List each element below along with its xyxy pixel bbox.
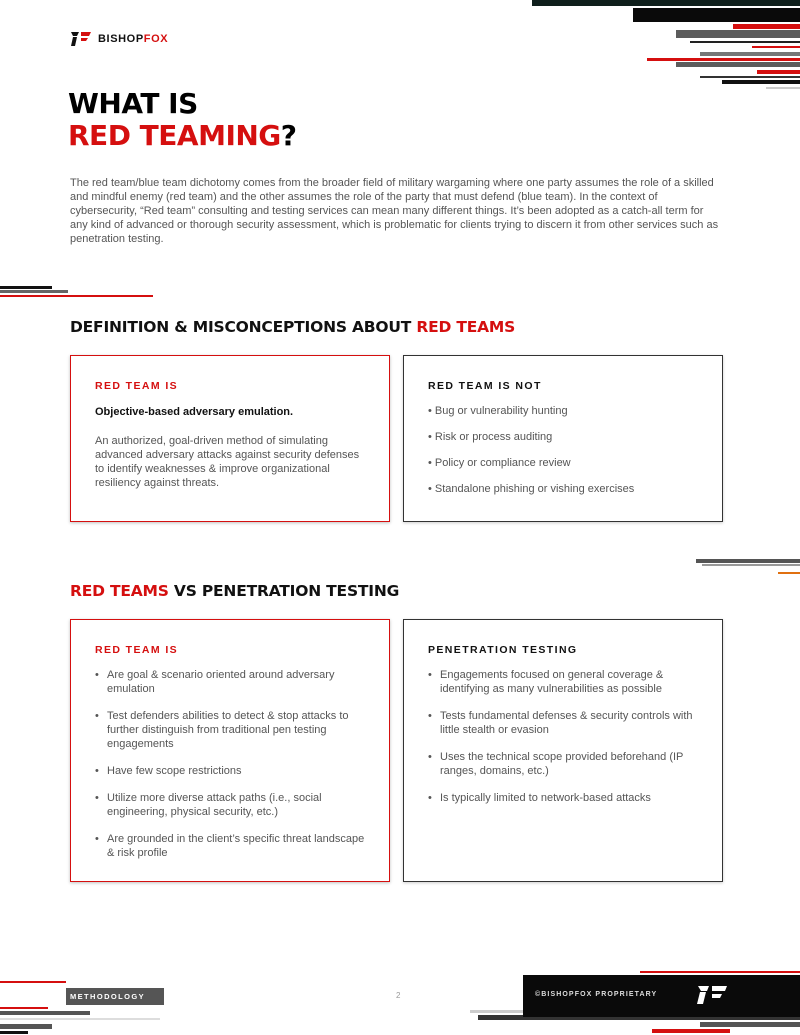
list-item: • Risk or process auditing [428,431,553,443]
list-item: • Tests fundamental defenses & security controls with little stealth or evasion [428,709,698,737]
card-title: RED TEAM IS NOT [428,380,542,392]
list-item: • Standalone phishing or vishing exercises [428,483,635,495]
list-item: • Policy or compliance review [428,457,571,469]
list-item: • Are goal & scenario oriented around adversary emulation [95,668,365,696]
list-item: • Uses the technical scope provided beforehand (IP ranges, domains, etc.) [428,750,698,778]
red-team-vs-card [70,619,390,882]
footer-section-text: METHODOLOGY [70,992,145,1001]
list-item: • Are grounded in the client’s specific threat landscape & risk profile [95,832,365,860]
list-item: • Bug or vulnerability hunting [428,405,568,417]
footer-brand-block [523,975,800,1017]
page-number: 2 [396,991,401,1000]
title-line-2: RED TEAMING? [68,119,297,152]
intro-paragraph: The red team/blue team dichotomy comes from the broader field of military wargaming where one party assumes the role of a skilled and mindful enemy (red team) and the other assumes the role of the party that must defend (blue team). In the context of cybersecurity, “Red team” consulting and testing services can mean many different things. It’s been adopted as a catch-all term for any kind of advanced or thorough security assessment, which is problematic for clients trying to discern it from other services such as penetration testing. [70,177,719,245]
penetration-testing-card [403,619,723,882]
logo-wordmark: BISHOPFOX [98,33,169,45]
card-subtitle: Objective-based adversary emulation. [95,406,294,418]
bishopfox-logo [70,30,168,48]
red-team-is-not-card [403,355,723,522]
copyright-text: ©BISHOPFOX PROPRIETARY [535,991,658,998]
pen-testing-list [428,668,698,805]
card-title: RED TEAM IS [95,644,179,656]
list-item: • Test defenders abilities to detect & stop attacks to further distinguish from traditional pen testing engagements [95,709,365,751]
bishopfox-mark-icon [70,30,92,48]
section2-heading: RED TEAMS VS PENETRATION TESTING [70,582,400,600]
section1-heading: DEFINITION & MISCONCEPTIONS ABOUT RED TEAMS [70,318,516,336]
bishopfox-mark-icon [696,984,728,1006]
footer-section-label [66,988,164,1005]
red-team-list [95,668,365,860]
list-item: • Engagements focused on general coverage & identifying as many vulnerabilities as possible [428,668,698,696]
list-item: • Utilize more diverse attack paths (i.e., social engineering, physical security, etc.) [95,791,365,819]
red-team-is-card [70,355,390,522]
page-title [68,88,297,152]
card-description: An authorized, goal-driven method of simulating advanced adversary attacks against security defenses to identify weaknesses & improve organizational resiliency against threats. [95,435,360,489]
list-item: • Have few scope restrictions [95,764,365,778]
misconceptions-list [428,404,698,496]
card-title: RED TEAM IS [95,380,179,392]
title-line-1: WHAT IS [68,87,198,120]
list-item: • Is typically limited to network-based attacks [428,791,698,805]
card-title: PENETRATION TESTING [428,644,578,656]
